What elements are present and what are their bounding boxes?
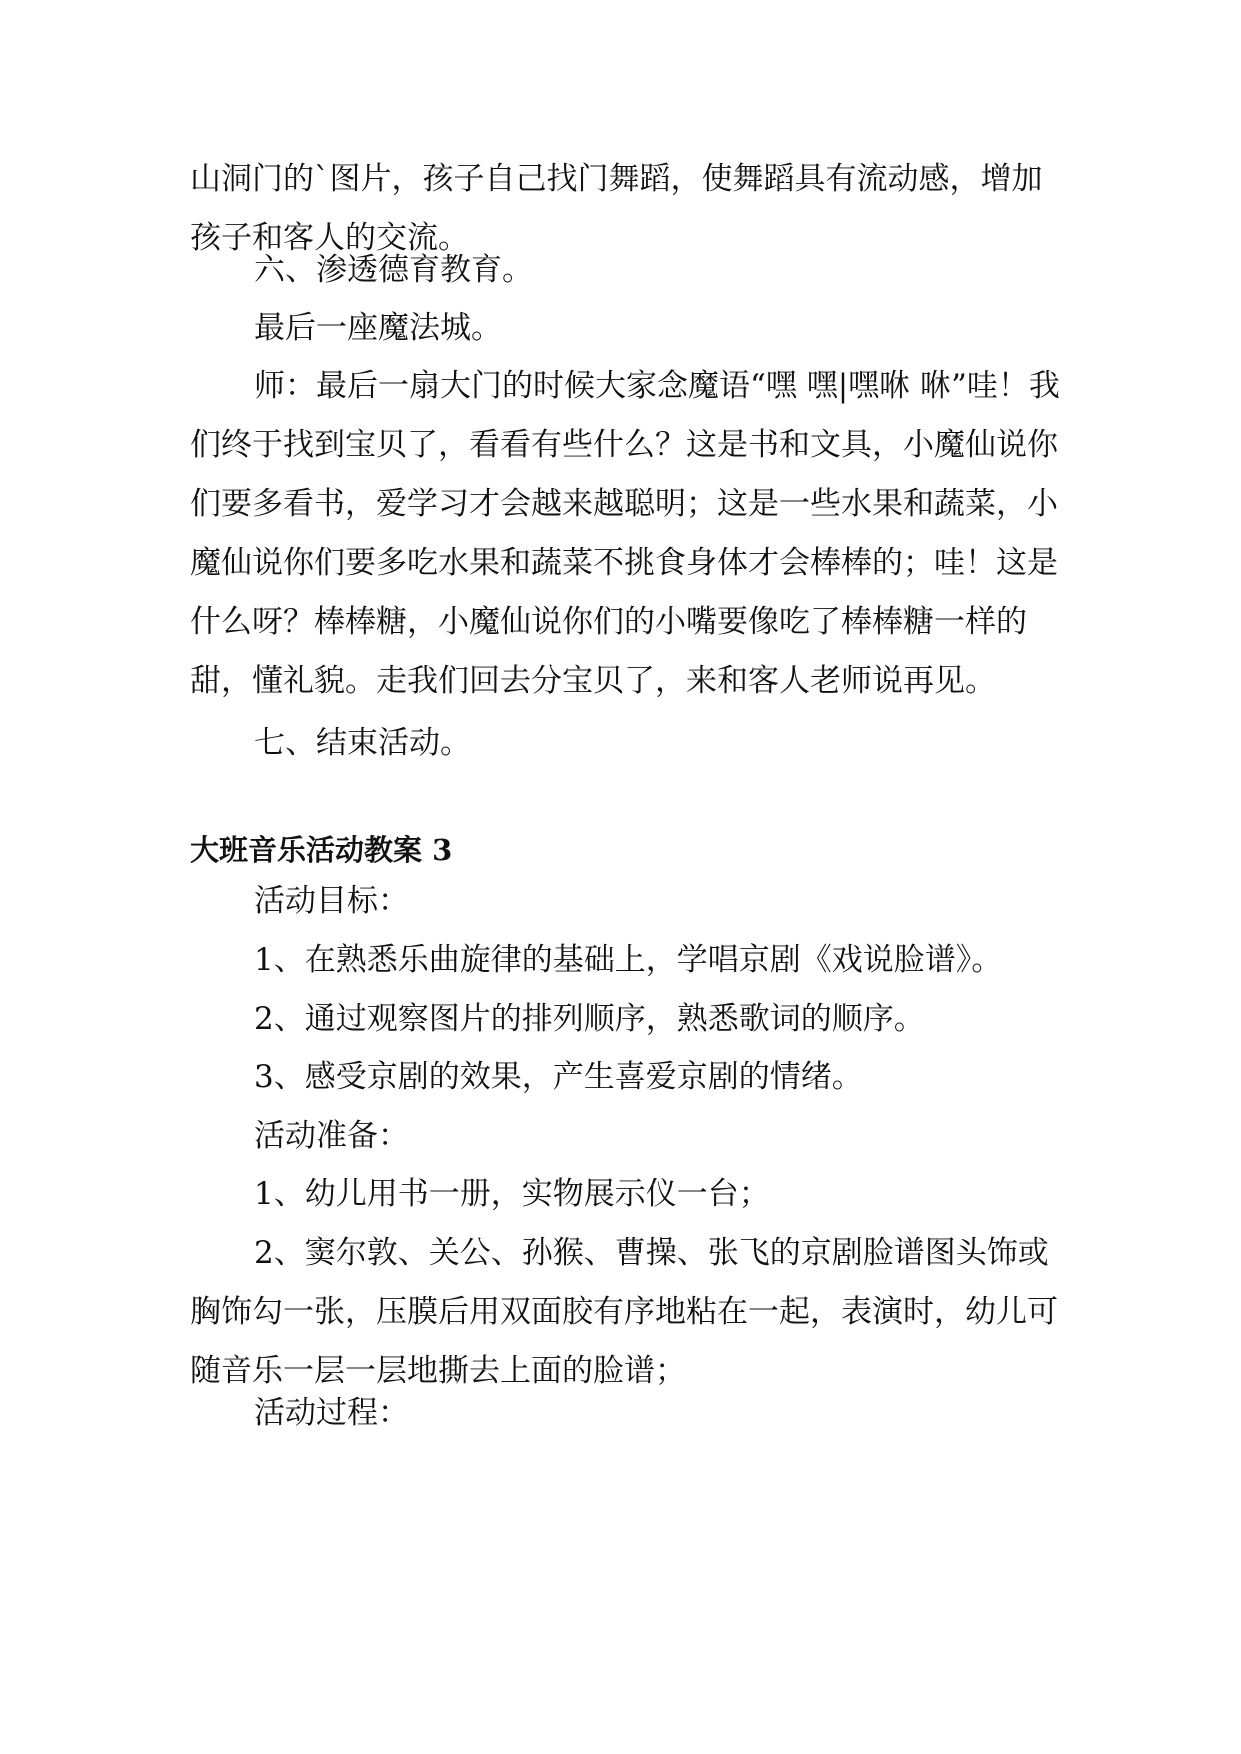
paragraph-activity-process: 活动过程： bbox=[254, 1395, 409, 1431]
paragraph-cave-door: 山洞门的`图片，孩子自己找门舞蹈，使舞蹈具有流动感，增加孩子和客人的交流。 bbox=[190, 161, 1043, 256]
paragraph-activity-preparation: 活动准备： bbox=[254, 1118, 409, 1154]
paragraph-goal-1: 1、在熟悉乐曲旋律的基础上，学唱京剧《戏说脸谱》。 bbox=[254, 942, 1003, 978]
paragraph-magic-city: 最后一座魔法城。 bbox=[254, 310, 502, 346]
paragraph-end-activity: 七、结束活动。 bbox=[254, 725, 471, 761]
section-title: 大班音乐活动教案 3 bbox=[190, 833, 453, 867]
paragraph-activity-goals: 活动目标： bbox=[254, 883, 409, 919]
paragraph-prep-2: 2、窦尔敦、关公、孙猴、曹操、张飞的京剧脸谱图头饰或胸饰勾一张，压膜后用双面胶有序地粘在一起，表演时，幼儿可随音乐一层一层地撕去上面的脸谱； bbox=[190, 1235, 1058, 1389]
paragraph-goal-3: 3、感受京剧的效果，产生喜爱京剧的情绪。 bbox=[254, 1059, 863, 1095]
paragraph-goal-2: 2、通过观察图片的排列顺序，熟悉歌词的顺序。 bbox=[254, 1001, 925, 1037]
paragraph-prep-1: 1、幼儿用书一册，实物展示仪一台； bbox=[254, 1176, 770, 1212]
paragraph-teacher-speech: 师：最后一扇大门的时候大家念魔语“嘿 嘿|嘿咻 咻”哇！我们终于找到宝贝了，看看有些什么？这是书和文具，小魔仙说你们要多看书，爱学习才会越来越聪明；这是一些水果和蔬菜，小魔仙说你们要多吃水果和蔬菜不挑食身体才会棒棒的；哇！这是什么呀？棒棒糖，小魔仙说你们的小嘴要像吃了棒棒糖一样的甜，懂礼貌。走我们回去分宝贝了，来和客人老师说再见。 bbox=[190, 368, 1060, 699]
paragraph-moral-education: 六、渗透德育教育。 bbox=[254, 252, 533, 288]
